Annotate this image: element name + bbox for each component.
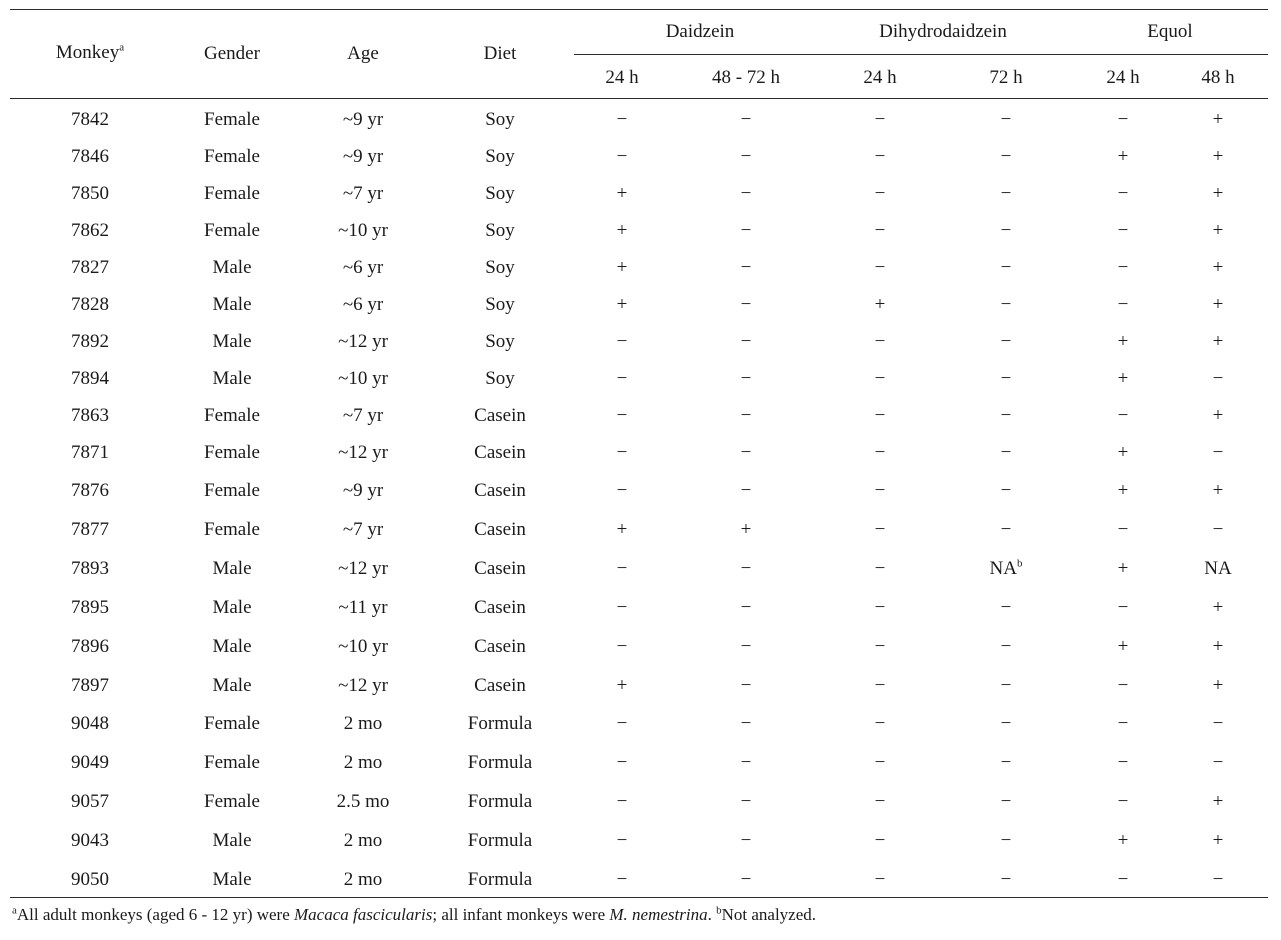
cell-diet: Casein xyxy=(474,597,526,618)
cell-daidzein-24h: − xyxy=(616,558,628,579)
cell-monkey: 7896 xyxy=(71,636,109,657)
cell-dihydrodaidzein-24h: − xyxy=(874,791,886,812)
cell-daidzein-24h: + xyxy=(616,257,628,278)
cell-gender: Female xyxy=(204,183,260,204)
cell-equol-24h: − xyxy=(1117,220,1129,241)
cell-dihydrodaidzein-72h: − xyxy=(1000,480,1012,501)
cell-diet: Casein xyxy=(474,405,526,426)
cell-daidzein-48-72h: + xyxy=(740,519,752,540)
cell-equol-48h: − xyxy=(1212,519,1224,540)
cell-dihydrodaidzein-24h: − xyxy=(874,442,886,463)
table-row xyxy=(0,705,1281,742)
cell-gender: Male xyxy=(212,331,252,352)
cell-dihydrodaidzein-24h: − xyxy=(874,597,886,618)
cell-daidzein-24h: − xyxy=(616,869,628,890)
cell-gender: Female xyxy=(204,519,260,540)
cell-monkey: 9057 xyxy=(71,791,109,812)
cell-equol-24h: + xyxy=(1117,368,1129,389)
cell-dihydrodaidzein-24h: − xyxy=(874,368,886,389)
cell-monkey: 7894 xyxy=(71,368,109,389)
cell-dihydrodaidzein-72h: − xyxy=(1000,830,1012,851)
table-row xyxy=(0,286,1281,323)
cell-equol-48h: + xyxy=(1212,146,1224,167)
cell-equol-24h: − xyxy=(1117,294,1129,315)
cell-equol-24h: − xyxy=(1117,519,1129,540)
cell-equol-48h: NA xyxy=(1204,558,1232,579)
cell-dihydrodaidzein-24h: − xyxy=(874,146,886,167)
cell-daidzein-24h: − xyxy=(616,597,628,618)
cell-equol-48h: + xyxy=(1212,480,1224,501)
cell-age: ~12 yr xyxy=(338,331,388,352)
cell-daidzein-24h: − xyxy=(616,480,628,501)
cell-dihydrodaidzein-72h: $NA^b$ xyxy=(989,557,1023,579)
cell-dihydrodaidzein-72h: − xyxy=(1000,183,1012,204)
cell-age: ~9 yr xyxy=(342,109,384,130)
cell-monkey: 7863 xyxy=(71,405,109,426)
cell-dihydrodaidzein-24h: − xyxy=(874,636,886,657)
header-dihydrodaidzein-72h: 72 h xyxy=(989,67,1023,88)
cell-equol-48h: − xyxy=(1212,442,1224,463)
cell-age: ~9 yr xyxy=(342,146,384,167)
cell-dihydrodaidzein-72h: − xyxy=(1000,331,1012,352)
cell-gender: Male xyxy=(212,558,252,579)
group-rule-dihydrodaidzein xyxy=(826,54,1086,55)
cell-gender: Female xyxy=(204,480,260,501)
cell-age: ~6 yr xyxy=(342,257,384,278)
cell-daidzein-48-72h: − xyxy=(740,294,752,315)
table-row xyxy=(0,589,1281,626)
header-gender: Gender xyxy=(204,43,260,64)
header-monkey: Monkey$^a$ xyxy=(55,41,125,63)
cell-dihydrodaidzein-24h: − xyxy=(874,183,886,204)
cell-equol-48h: + xyxy=(1212,257,1224,278)
cell-equol-48h: + xyxy=(1212,636,1224,657)
cell-gender: Female xyxy=(204,220,260,241)
cell-daidzein-48-72h: − xyxy=(740,830,752,851)
cell-dihydrodaidzein-72h: − xyxy=(1000,109,1012,130)
cell-gender: Male xyxy=(212,675,252,696)
cell-dihydrodaidzein-24h: − xyxy=(874,331,886,352)
cell-dihydrodaidzein-24h: + xyxy=(874,294,886,315)
cell-monkey: 9050 xyxy=(71,869,109,890)
cell-equol-24h: + xyxy=(1117,331,1129,352)
cell-equol-24h: + xyxy=(1117,558,1129,579)
cell-dihydrodaidzein-72h: − xyxy=(1000,442,1012,463)
cell-daidzein-48-72h: − xyxy=(740,109,752,130)
cell-diet: Casein xyxy=(474,480,526,501)
cell-equol-48h: + xyxy=(1212,331,1224,352)
cell-age: ~7 yr xyxy=(342,183,384,204)
cell-equol-24h: − xyxy=(1117,752,1129,773)
header-group-dihydrodaidzein: Dihydrodaidzein xyxy=(879,21,1007,42)
cell-monkey: 9043 xyxy=(71,830,109,851)
table-row xyxy=(0,511,1281,548)
cell-dihydrodaidzein-24h: − xyxy=(874,519,886,540)
cell-monkey: 9048 xyxy=(71,713,109,734)
cell-monkey: 7892 xyxy=(71,331,109,352)
cell-gender: Male xyxy=(212,294,252,315)
cell-daidzein-24h: − xyxy=(616,146,628,167)
cell-dihydrodaidzein-24h: − xyxy=(874,220,886,241)
cell-monkey: 7827 xyxy=(71,257,109,278)
cell-monkey: 7871 xyxy=(71,442,109,463)
cell-daidzein-24h: + xyxy=(616,519,628,540)
cell-daidzein-48-72h: − xyxy=(740,636,752,657)
header-group-daidzein: Daidzein xyxy=(665,21,735,42)
cell-daidzein-24h: + xyxy=(616,220,628,241)
cell-dihydrodaidzein-72h: − xyxy=(1000,869,1012,890)
cell-age: ~6 yr xyxy=(342,294,384,315)
cell-daidzein-24h: − xyxy=(616,636,628,657)
cell-equol-48h: + xyxy=(1212,405,1224,426)
cell-daidzein-24h: + xyxy=(616,294,628,315)
cell-diet: Soy xyxy=(485,220,515,241)
cell-dihydrodaidzein-72h: − xyxy=(1000,405,1012,426)
cell-age: 2 mo xyxy=(343,869,383,890)
cell-equol-48h: − xyxy=(1212,368,1224,389)
cell-age: 2 mo xyxy=(343,752,383,773)
table-row xyxy=(0,212,1281,249)
table-row xyxy=(0,323,1281,360)
cell-gender: Female xyxy=(204,109,260,130)
table-row xyxy=(0,249,1281,286)
cell-daidzein-48-72h: − xyxy=(740,368,752,389)
header-diet: Diet xyxy=(483,43,517,64)
cell-equol-48h: + xyxy=(1212,830,1224,851)
cell-daidzein-48-72h: − xyxy=(740,405,752,426)
cell-dihydrodaidzein-24h: − xyxy=(874,869,886,890)
cell-age: 2 mo xyxy=(343,830,383,851)
cell-diet: Soy xyxy=(485,146,515,167)
cell-age: 2 mo xyxy=(343,713,383,734)
table-row xyxy=(0,101,1281,138)
cell-monkey: 7846 xyxy=(71,146,109,167)
cell-daidzein-48-72h: − xyxy=(740,675,752,696)
cell-dihydrodaidzein-24h: − xyxy=(874,752,886,773)
cell-equol-48h: − xyxy=(1212,713,1224,734)
cell-monkey: 7828 xyxy=(71,294,109,315)
table-row xyxy=(0,472,1281,509)
cell-equol-48h: + xyxy=(1212,294,1224,315)
cell-age: ~7 yr xyxy=(342,519,384,540)
cell-age: 2.5 mo xyxy=(336,791,390,812)
cell-daidzein-48-72h: − xyxy=(740,442,752,463)
cell-daidzein-48-72h: − xyxy=(740,220,752,241)
cell-dihydrodaidzein-72h: − xyxy=(1000,257,1012,278)
cell-diet: Casein xyxy=(474,519,526,540)
cell-dihydrodaidzein-72h: − xyxy=(1000,519,1012,540)
table-row xyxy=(0,550,1281,587)
cell-gender: Male xyxy=(212,597,252,618)
cell-age: ~9 yr xyxy=(342,480,384,501)
cell-age: ~11 yr xyxy=(338,597,388,618)
cell-diet: Formula xyxy=(467,830,533,851)
cell-diet: Formula xyxy=(467,713,533,734)
cell-daidzein-48-72h: − xyxy=(740,480,752,501)
table-top-rule xyxy=(10,9,1268,10)
table-row xyxy=(0,861,1281,898)
cell-equol-24h: − xyxy=(1117,257,1129,278)
cell-monkey: 7876 xyxy=(71,480,109,501)
group-rule-daidzein xyxy=(574,54,826,55)
cell-gender: Male xyxy=(212,368,252,389)
cell-equol-24h: + xyxy=(1117,146,1129,167)
table-row xyxy=(0,783,1281,820)
cell-daidzein-24h: − xyxy=(616,442,628,463)
cell-gender: Female xyxy=(204,713,260,734)
cell-diet: Soy xyxy=(485,294,515,315)
cell-dihydrodaidzein-72h: − xyxy=(1000,791,1012,812)
cell-equol-48h: − xyxy=(1212,869,1224,890)
cell-age: ~10 yr xyxy=(338,636,388,657)
cell-equol-48h: + xyxy=(1212,791,1224,812)
cell-equol-48h: + xyxy=(1212,109,1224,130)
cell-equol-48h: + xyxy=(1212,675,1224,696)
cell-daidzein-48-72h: − xyxy=(740,713,752,734)
cell-monkey: 7897 xyxy=(71,675,109,696)
cell-equol-48h: − xyxy=(1212,752,1224,773)
table-row xyxy=(0,628,1281,665)
header-group-equol: Equol xyxy=(1147,21,1193,42)
cell-equol-24h: + xyxy=(1117,636,1129,657)
cell-diet: Soy xyxy=(485,257,515,278)
cell-diet: Soy xyxy=(485,109,515,130)
cell-daidzein-48-72h: − xyxy=(740,558,752,579)
cell-gender: Male xyxy=(212,869,252,890)
cell-daidzein-24h: − xyxy=(616,791,628,812)
cell-age: ~7 yr xyxy=(342,405,384,426)
cell-age: ~12 yr xyxy=(338,442,388,463)
cell-monkey: 7850 xyxy=(71,183,109,204)
cell-gender: Female xyxy=(204,752,260,773)
cell-diet: Casein xyxy=(474,558,526,579)
cell-diet: Soy xyxy=(485,183,515,204)
table-bottom-rule xyxy=(10,897,1268,898)
header-dihydrodaidzein-24h: 24 h xyxy=(863,67,897,88)
cell-diet: Formula xyxy=(467,752,533,773)
cell-equol-24h: − xyxy=(1117,675,1129,696)
cell-daidzein-48-72h: − xyxy=(740,869,752,890)
cell-daidzein-24h: − xyxy=(616,368,628,389)
cell-daidzein-48-72h: − xyxy=(740,331,752,352)
cell-daidzein-24h: − xyxy=(616,331,628,352)
header-age: Age xyxy=(347,43,379,64)
cell-dihydrodaidzein-24h: − xyxy=(874,257,886,278)
cell-equol-24h: − xyxy=(1117,869,1129,890)
cell-dihydrodaidzein-24h: − xyxy=(874,405,886,426)
cell-dihydrodaidzein-24h: − xyxy=(874,830,886,851)
table-row xyxy=(0,175,1281,212)
cell-diet: Formula xyxy=(467,869,533,890)
cell-dihydrodaidzein-72h: − xyxy=(1000,220,1012,241)
cell-diet: Formula xyxy=(467,791,533,812)
cell-gender: Female xyxy=(204,791,260,812)
table-row xyxy=(0,822,1281,859)
cell-equol-24h: − xyxy=(1117,597,1129,618)
cell-monkey: 7895 xyxy=(71,597,109,618)
cell-daidzein-48-72h: − xyxy=(740,791,752,812)
cell-daidzein-24h: − xyxy=(616,752,628,773)
cell-dihydrodaidzein-72h: − xyxy=(1000,636,1012,657)
header-daidzein-24h: 24 h xyxy=(605,67,639,88)
cell-equol-24h: + xyxy=(1117,442,1129,463)
cell-equol-24h: − xyxy=(1117,109,1129,130)
cell-equol-24h: − xyxy=(1117,405,1129,426)
cell-daidzein-24h: − xyxy=(616,830,628,851)
cell-monkey: 7862 xyxy=(71,220,109,241)
cell-dihydrodaidzein-72h: − xyxy=(1000,368,1012,389)
cell-daidzein-24h: − xyxy=(616,405,628,426)
cell-dihydrodaidzein-72h: − xyxy=(1000,713,1012,734)
cell-diet: Casein xyxy=(474,442,526,463)
cell-equol-24h: + xyxy=(1117,480,1129,501)
cell-daidzein-24h: + xyxy=(616,675,628,696)
cell-diet: Soy xyxy=(485,368,515,389)
cell-monkey: 7893 xyxy=(71,558,109,579)
cell-gender: Male xyxy=(212,636,252,657)
cell-diet: Casein xyxy=(474,675,526,696)
cell-equol-24h: − xyxy=(1117,791,1129,812)
cell-equol-24h: − xyxy=(1117,713,1129,734)
table-row xyxy=(0,667,1281,704)
cell-age: ~12 yr xyxy=(338,558,388,579)
cell-dihydrodaidzein-72h: − xyxy=(1000,146,1012,167)
cell-equol-48h: + xyxy=(1212,220,1224,241)
table-footnote: $^a$All adult monkeys (aged 6 - 12 yr) were Macaca fascicularis; all infant monkeys were M. nemestrina. $^b$Not analyzed. xyxy=(12,904,817,924)
cell-daidzein-48-72h: − xyxy=(740,597,752,618)
cell-daidzein-24h: − xyxy=(616,109,628,130)
cell-equol-24h: − xyxy=(1117,183,1129,204)
header-daidzein-48-72h: 48 - 72 h xyxy=(711,67,781,88)
cell-dihydrodaidzein-72h: − xyxy=(1000,752,1012,773)
cell-age: ~10 yr xyxy=(338,220,388,241)
cell-dihydrodaidzein-24h: − xyxy=(874,713,886,734)
cell-age: ~12 yr xyxy=(338,675,388,696)
group-rule-equol xyxy=(1086,54,1268,55)
cell-gender: Female xyxy=(204,146,260,167)
cell-diet: Soy xyxy=(485,331,515,352)
cell-monkey: 7842 xyxy=(71,109,109,130)
cell-equol-48h: + xyxy=(1212,597,1224,618)
cell-gender: Male xyxy=(212,257,252,278)
table-row xyxy=(0,360,1281,397)
cell-age: ~10 yr xyxy=(338,368,388,389)
cell-monkey: 7877 xyxy=(71,519,109,540)
cell-equol-48h: + xyxy=(1212,183,1224,204)
cell-dihydrodaidzein-72h: − xyxy=(1000,294,1012,315)
header-equol-48h: 48 h xyxy=(1201,67,1235,88)
cell-dihydrodaidzein-24h: − xyxy=(874,480,886,501)
cell-dihydrodaidzein-24h: − xyxy=(874,558,886,579)
cell-daidzein-48-72h: − xyxy=(740,183,752,204)
cell-dihydrodaidzein-72h: − xyxy=(1000,597,1012,618)
header-bottom-rule xyxy=(10,98,1268,99)
cell-dihydrodaidzein-72h: − xyxy=(1000,675,1012,696)
cell-gender: Female xyxy=(204,405,260,426)
table-row xyxy=(0,744,1281,781)
cell-gender: Female xyxy=(204,442,260,463)
cell-daidzein-24h: − xyxy=(616,713,628,734)
cell-daidzein-48-72h: − xyxy=(740,752,752,773)
cell-daidzein-48-72h: − xyxy=(740,146,752,167)
header-equol-24h: 24 h xyxy=(1106,67,1140,88)
cell-daidzein-24h: + xyxy=(616,183,628,204)
cell-gender: Male xyxy=(212,830,252,851)
cell-dihydrodaidzein-24h: − xyxy=(874,109,886,130)
cell-dihydrodaidzein-24h: − xyxy=(874,675,886,696)
cell-daidzein-48-72h: − xyxy=(740,257,752,278)
cell-equol-24h: + xyxy=(1117,830,1129,851)
table-row xyxy=(0,138,1281,175)
table-row xyxy=(0,397,1281,434)
cell-diet: Casein xyxy=(474,636,526,657)
table-row xyxy=(0,434,1281,471)
cell-monkey: 9049 xyxy=(71,752,109,773)
